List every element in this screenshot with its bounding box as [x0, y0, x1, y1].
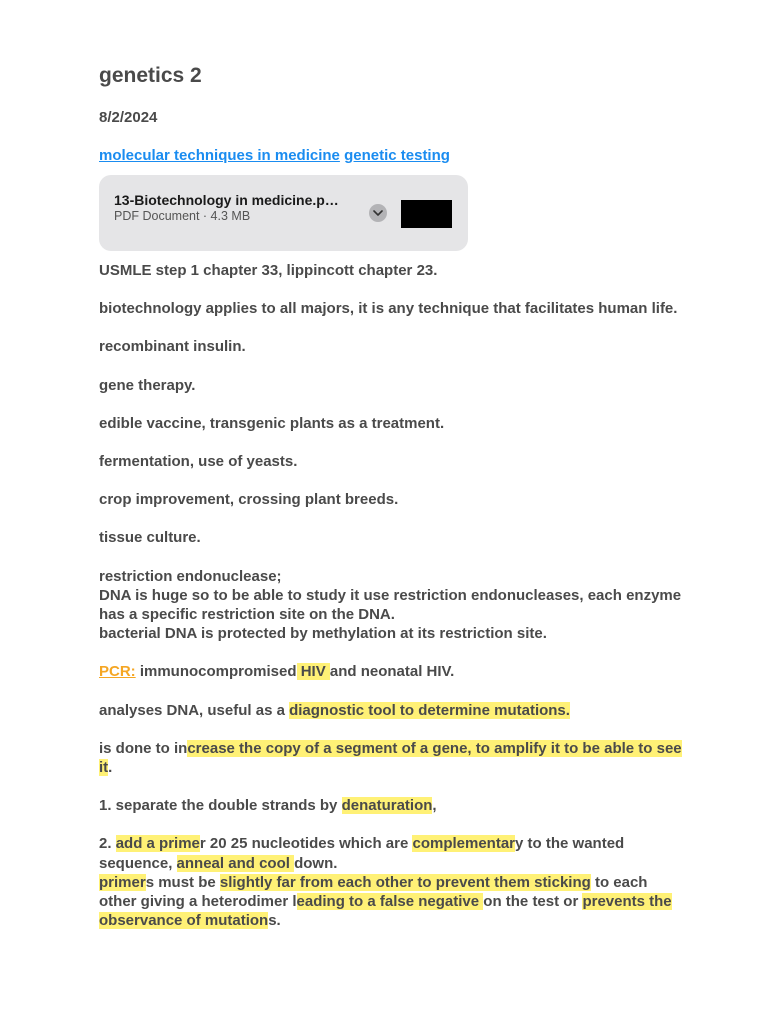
text-run: s. [268, 912, 281, 930]
attachment-meta: PDF Document · 4.3 MB [114, 209, 251, 223]
text-run: y to the wanted sequence, [99, 835, 625, 872]
paragraph [99, 796, 689, 815]
highlight: crease the copy of a segment of a gene, to amplify it to be able to see it [99, 739, 682, 777]
highlight: primer [99, 873, 146, 891]
highlight: denaturation [341, 797, 433, 815]
highlight: HIV [296, 663, 330, 681]
paragraph: edible vaccine, transgenic plants as a treatment. [99, 414, 445, 432]
text-run: analyses DNA, useful as a [99, 701, 290, 719]
highlight: prevents the observance of mutation [99, 893, 672, 930]
text-line: bacterial DNA is protected by methylation at its restriction site. [99, 625, 547, 643]
text-run: is done to in [99, 739, 188, 757]
link-molecular-techniques[interactable]: molecular techniques in medicine [99, 147, 340, 164]
text-run: . [108, 759, 113, 777]
text-line: DNA is huge so to be able to study it use restriction endonucleases, each enzyme has a specific restriction site on the DNA. [99, 586, 682, 624]
text-run: on the test or [483, 893, 583, 911]
text-run: and neonatal HIV. [329, 663, 455, 681]
text-run: immunocompromised [135, 663, 297, 681]
text-run: to each other giving a heterodimer l [99, 873, 648, 911]
text-run: s must be [145, 873, 220, 891]
text-run: 1. separate the double strands by [99, 797, 342, 815]
pdf-attachment[interactable] [99, 175, 468, 251]
paragraph [99, 834, 689, 872]
note-date: 8/2/2024 [99, 109, 158, 126]
attachment-thumbnail[interactable] [401, 200, 452, 228]
paragraph: recombinant insulin. [99, 338, 246, 356]
link-row [99, 147, 450, 164]
highlight: slightly far from each other to prevent them sticking [219, 873, 591, 891]
pcr-link[interactable]: PCR: [99, 663, 136, 681]
paragraph: gene therapy. [99, 376, 196, 394]
highlight: complementar [412, 835, 516, 853]
chevron-down-icon[interactable] [369, 204, 387, 222]
link-genetic-testing[interactable]: genetic testing [344, 147, 450, 164]
paragraph-restriction [99, 567, 689, 644]
text-run: down. [294, 854, 338, 872]
paragraph: tissue culture. [99, 529, 201, 547]
note-title: genetics 2 [99, 64, 202, 87]
highlight: anneal and cool [176, 854, 295, 872]
text-run: , [432, 797, 437, 815]
highlight: add a prime [115, 835, 200, 853]
paragraph [99, 873, 689, 931]
paragraph: USMLE step 1 chapter 33, lippincott chapter 23. [99, 262, 438, 279]
paragraph: crop improvement, crossing plant breeds. [99, 491, 399, 509]
attachment-filename: 13-Biotechnology in medicine.p… [114, 192, 339, 208]
text-run: r 20 25 nucleotides which are [199, 835, 413, 853]
paragraph: biotechnology applies to all majors, it is any technique that facilitates human life. [99, 300, 678, 318]
paragraph-pcr [99, 662, 689, 681]
paragraph: fermentation, use of yeasts. [99, 453, 298, 471]
text-run: 2. [99, 835, 116, 853]
paragraph [99, 739, 689, 777]
paragraph [99, 701, 689, 720]
text-line: restriction endonuclease; [99, 567, 282, 585]
highlight: diagnostic tool to determine mutations. [289, 701, 570, 719]
note-body [99, 261, 689, 949]
highlight: eading to a false negative [296, 893, 484, 911]
